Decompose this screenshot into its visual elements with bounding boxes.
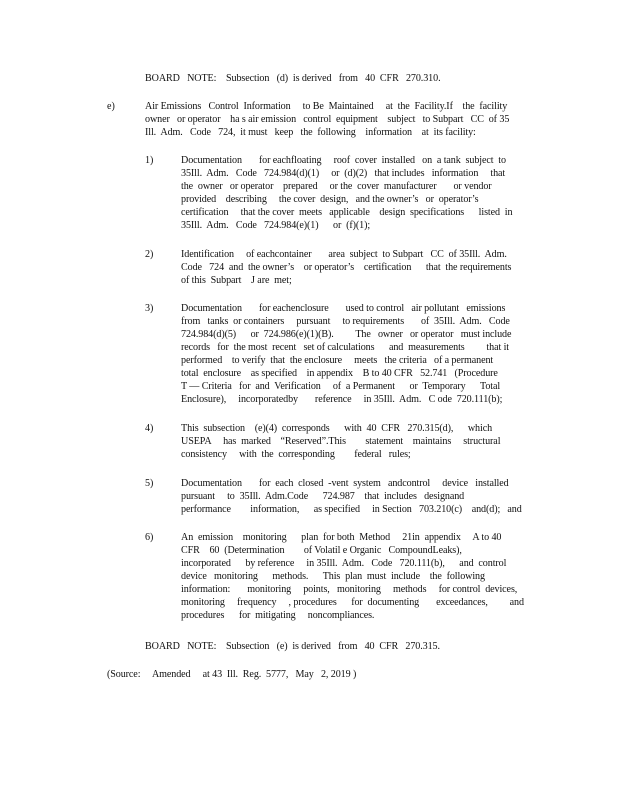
item-4-line: consistency with the corresponding federal rules; xyxy=(181,449,411,460)
item-6-line: device monitoring methods. This plan must include the following xyxy=(181,571,485,582)
item-1-line: the owner or operator prepared or the cover manufacturer or vendor xyxy=(181,181,492,192)
item-5-line: Documentation for each closed -vent system andcontrol device installed xyxy=(181,478,509,489)
item-e-line: Ill. Adm. Code 724, it must keep the following information at its facility: xyxy=(145,127,476,138)
source-note: (Source: Amended at 43 Ill. Reg. 5777, May 2, 2019 ) xyxy=(107,669,357,680)
item-3-line: from tanks or containers pursuant to requirements of 35Ill. Adm. Code xyxy=(181,316,510,327)
item-1-line: certification that the cover meets applicable design specifications listed in xyxy=(181,207,513,218)
item-3-line: T — Criteria for and Verification of a Permanent or Temporary Total xyxy=(181,381,501,392)
item-3-label: 3) xyxy=(145,303,154,314)
item-6-line: CFR 60 (Determination of Volatil e Organic CompoundLeaks), xyxy=(181,545,462,556)
item-3-line: Enclosure), incorporatedby reference in 35Ill. Adm. C ode 720.111(b); xyxy=(181,394,503,405)
item-6-line: information: monitoring points, monitoring methods for control devices, xyxy=(181,584,518,595)
item-1-line: 35Ill. Adm. Code 724.984(e)(1) or (f)(1); xyxy=(181,220,371,231)
item-4-label: 4) xyxy=(145,423,154,434)
item-1-line: Documentation for eachfloating roof cover installed on a tank subject to xyxy=(181,155,506,166)
item-4-line: USEPA has marked “Reserved”.This statement maintains structural xyxy=(181,436,501,447)
item-6-line: monitoring frequency , procedures for documenting exceedances, and xyxy=(181,597,524,608)
item-3-line: performed to verify that the enclosure meets the criteria of a permanent xyxy=(181,355,494,366)
item-6-line: An emission monitoring plan for both Method 21in appendix A to 40 xyxy=(181,532,502,543)
item-6-line: procedures for mitigating noncompliances. xyxy=(181,610,375,621)
item-5-line: performance information, as specified in Section 703.210(c) and(d); and xyxy=(181,504,522,515)
item-6-line: incorporated by reference in 35Ill. Adm. Code 720.111(b), and control xyxy=(181,558,507,569)
item-5-label: 5) xyxy=(145,478,154,489)
item-1-label: 1) xyxy=(145,155,154,166)
item-2-label: 2) xyxy=(145,249,154,260)
item-5-line: pursuant to 35Ill. Adm.Code 724.987 that includes designand xyxy=(181,491,465,502)
item-2-line: Code 724 and the owner’s or operator’s certification that the requirements xyxy=(181,262,512,273)
board-note-d: BOARD NOTE: Subsection (d) is derived from 40 CFR 270.310. xyxy=(145,73,441,84)
item-3-line: total enclosure as specified in appendix B to 40 CFR 52.741 (Procedure xyxy=(181,368,498,379)
item-e-line: Air Emissions Control Information to Be Maintained at the Facility.If the facility xyxy=(145,101,508,112)
item-3-line: records for the most recent set of calculations and measurements that it xyxy=(181,342,510,353)
item-3-line: 724.984(d)(5) or 724.986(e)(1)(B). The owner or operator must include xyxy=(181,329,512,340)
item-2-line: of this Subpart J are met; xyxy=(181,275,292,286)
item-4-line: This subsection (e)(4) corresponds with 40 CFR 270.315(d), which xyxy=(181,423,493,434)
item-1-line: 35Ill. Adm. Code 724.984(d)(1) or (d)(2) that includes information that xyxy=(181,168,506,179)
item-e-label: e) xyxy=(107,101,115,112)
item-3-line: Documentation for eachenclosure used to control air pollutant emissions xyxy=(181,303,506,314)
item-e-line: owner or operator ha s air emission control equipment subject to Subpart CC of 35 xyxy=(145,114,510,125)
item-6-label: 6) xyxy=(145,532,154,543)
item-1-line: provided describing the cover design, and the owner’s or operator’s xyxy=(181,194,479,205)
item-2-line: Identification of eachcontainer area subject to Subpart CC of 35Ill. Adm. xyxy=(181,249,507,260)
board-note-e: BOARD NOTE: Subsection (e) is derived from 40 CFR 270.315. xyxy=(145,641,440,652)
